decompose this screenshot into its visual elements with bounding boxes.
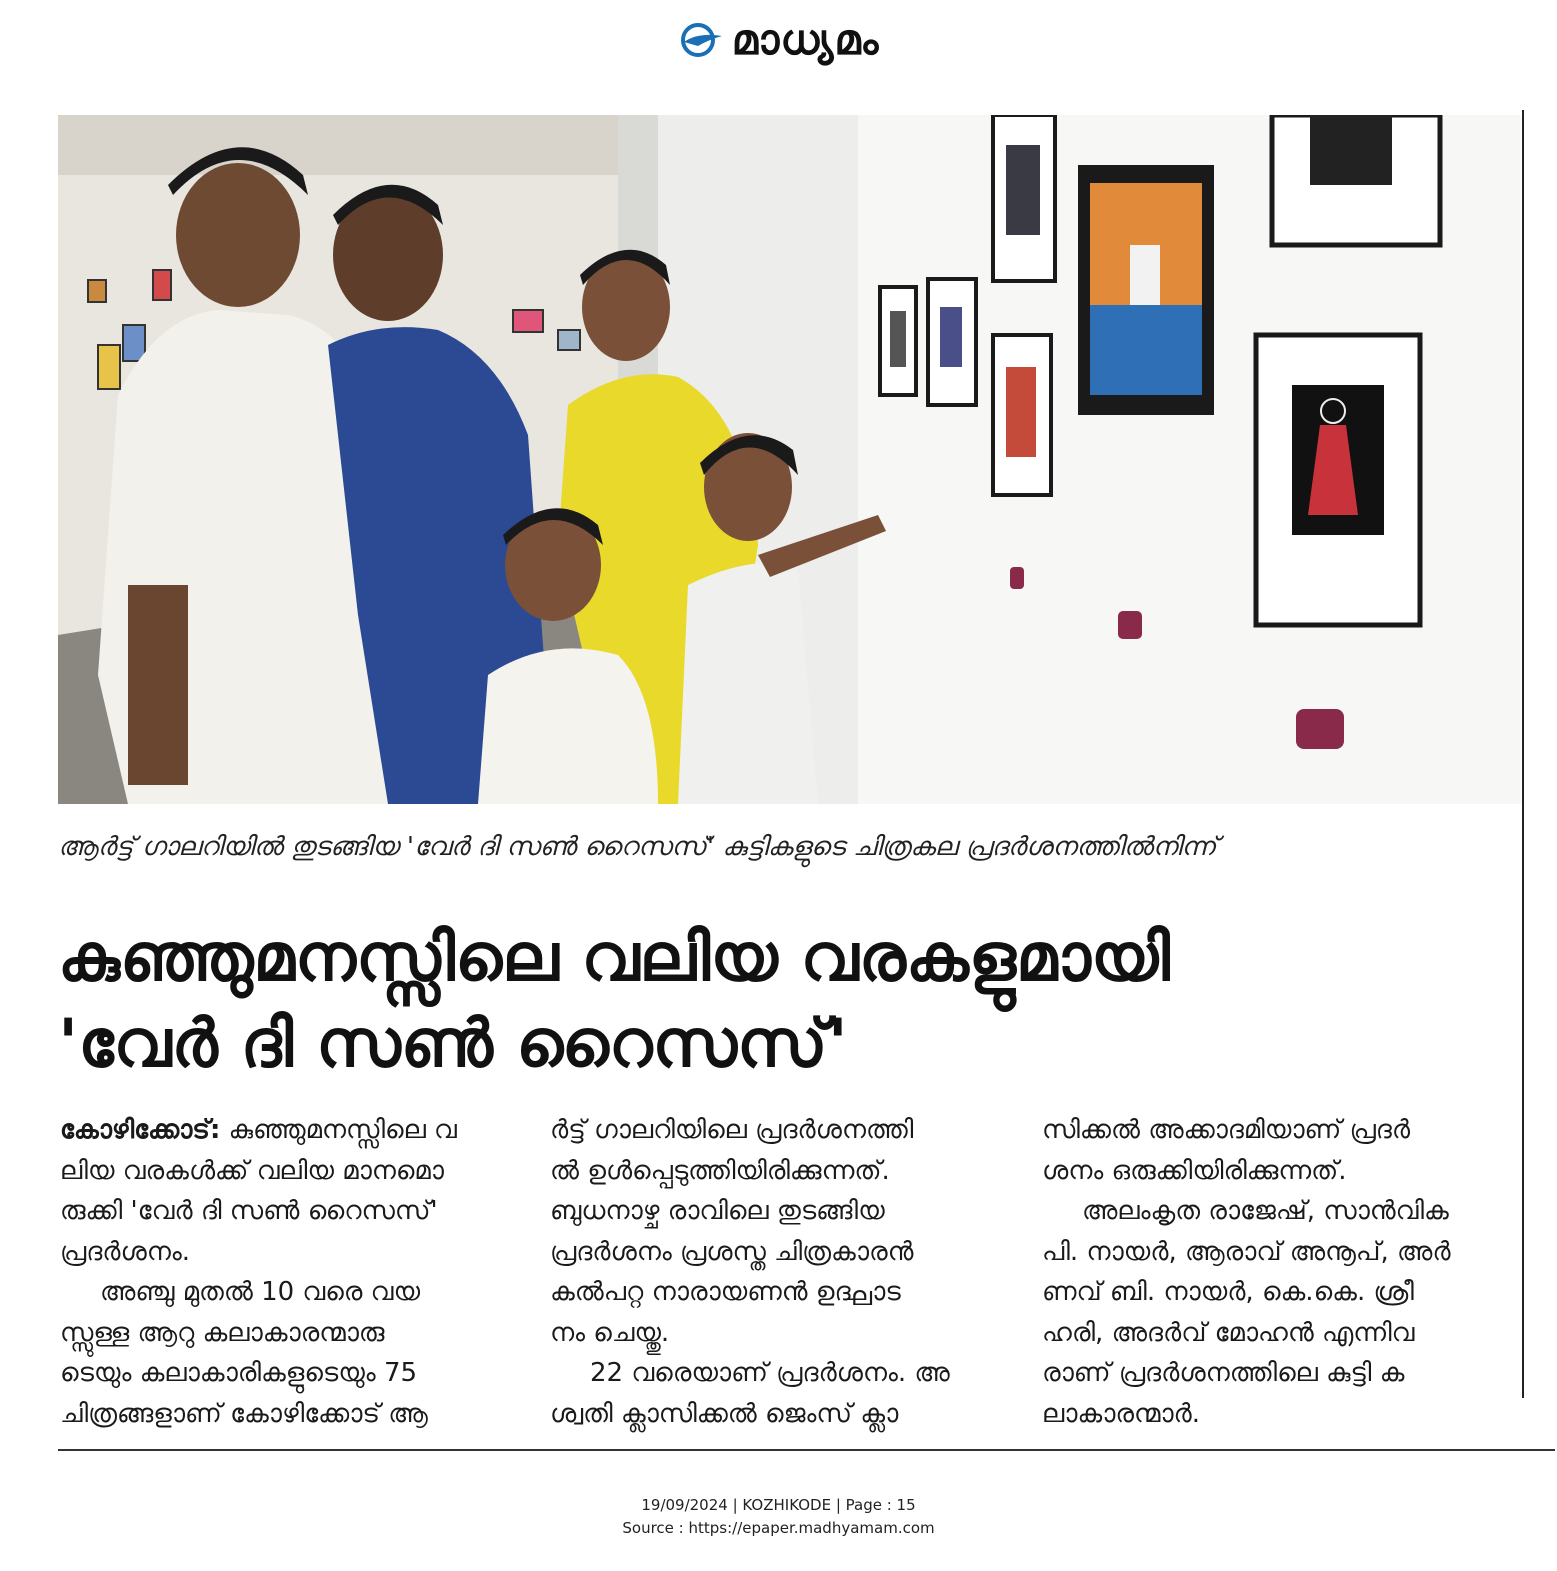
footer-source-link[interactable]: Source : https://epaper.madhyamam.com xyxy=(622,1519,935,1537)
masthead xyxy=(0,10,1557,70)
headline-line-1: കുഞ്ഞുമനസ്സിലെ വലിയ വരകളുമായി xyxy=(58,919,1170,996)
article-line: ശ്വതി ക്ലാസിക്കൽ ജെംസ് ക്ലാ xyxy=(550,1398,899,1429)
headline-line-2: 'വേർ ദി സൺ റൈസസ്' xyxy=(58,1005,848,1082)
article-line: ർട്ട് ഗാലറിയിലെ പ്രദർശനത്തി xyxy=(550,1115,914,1145)
article-line: രുക്കി 'വേർ ദി സൺ റൈസസ്' xyxy=(60,1196,438,1226)
article-line: ബുധനാഴ്ച രാവിലെ തുടങ്ങിയ xyxy=(550,1196,885,1226)
bottom-rule xyxy=(58,1449,1555,1451)
article-line: 22 വരെയാണ് പ്രദർശനം. അ xyxy=(590,1358,950,1388)
masthead-title: മാധ്യമം xyxy=(731,15,880,64)
article-line: ണവ് ബി. നായർ, കെ.കെ. ശ്രീ xyxy=(1042,1277,1414,1307)
photo-caption: ആർട്ട് ഗാലറിയിൽ തുടങ്ങിയ 'വേർ ദി സൺ റൈസസ്' കുട്ടികളുടെ ചിത്രകല പ്രദർശനത്തിൽനിന്ന് xyxy=(58,832,1217,862)
column-rule xyxy=(1522,110,1524,1398)
article-line: പ്രദർശനം. xyxy=(60,1236,190,1267)
article-line: ലിയ വരകൾക്ക് വലിയ മാനമൊ xyxy=(60,1155,444,1186)
article-column-1 xyxy=(60,1110,508,1434)
article-line: സിക്കൽ അക്കാദമിയാണ് പ്രദർ xyxy=(1042,1115,1411,1145)
article-line: നം ചെയ്തു. xyxy=(550,1317,670,1348)
headline xyxy=(58,915,1521,1087)
article-line: സ്സുള്ള ആറു കലാകാരന്മാരു xyxy=(60,1317,385,1348)
article-line: ലാകാരന്മാർ. xyxy=(1042,1398,1201,1429)
article-line: ശനം ഒരുക്കിയിരിക്കുന്നത്. xyxy=(1042,1155,1347,1186)
article-photo xyxy=(58,115,1521,804)
article-body xyxy=(58,1110,1498,1440)
article-line: ഹരി, അദർവ് മോഹൻ എന്നിവ xyxy=(1042,1317,1415,1348)
footer-date-page: 19/09/2024 | KOZHIKODE | Page : 15 xyxy=(641,1496,916,1514)
article-line: കൽപറ്റ നാരായണൻ ഉദ്ഘാട xyxy=(550,1277,901,1307)
article-line: പ്രദർശനം പ്രശസ്ത ചിത്രകാരൻ xyxy=(550,1236,914,1267)
article-line: ടെയും കലാകാരികളുടെയും 75 xyxy=(60,1358,418,1388)
dateline: കോഴിക്കോട്: xyxy=(60,1115,221,1145)
madhyamam-logo-icon xyxy=(678,22,724,58)
article-line: പി. നായർ, ആരാവ് അനൂപ്, അർ xyxy=(1042,1236,1451,1267)
article-column-3 xyxy=(1042,1110,1490,1434)
article-column-2 xyxy=(550,1110,998,1434)
page-footer xyxy=(0,1494,1557,1540)
article-line: രാണ് പ്രദർശനത്തിലെ കുട്ടി ക xyxy=(1042,1358,1405,1388)
article-line: കോഴിക്കോട്: കുഞ്ഞുമനസ്സിലെ വ xyxy=(60,1115,457,1145)
article-line: അലംകൃത രാജേഷ്, സാൻവിക xyxy=(1082,1196,1449,1226)
article-line: ചിത്രങ്ങളാണ് കോഴിക്കോട് ആ xyxy=(60,1398,428,1429)
article-line: ൽ ഉൾപ്പെടുത്തിയിരിക്കുന്നത്. xyxy=(550,1155,890,1186)
article-line: അഞ്ചു മുതൽ 10 വരെ വയ xyxy=(100,1277,421,1307)
